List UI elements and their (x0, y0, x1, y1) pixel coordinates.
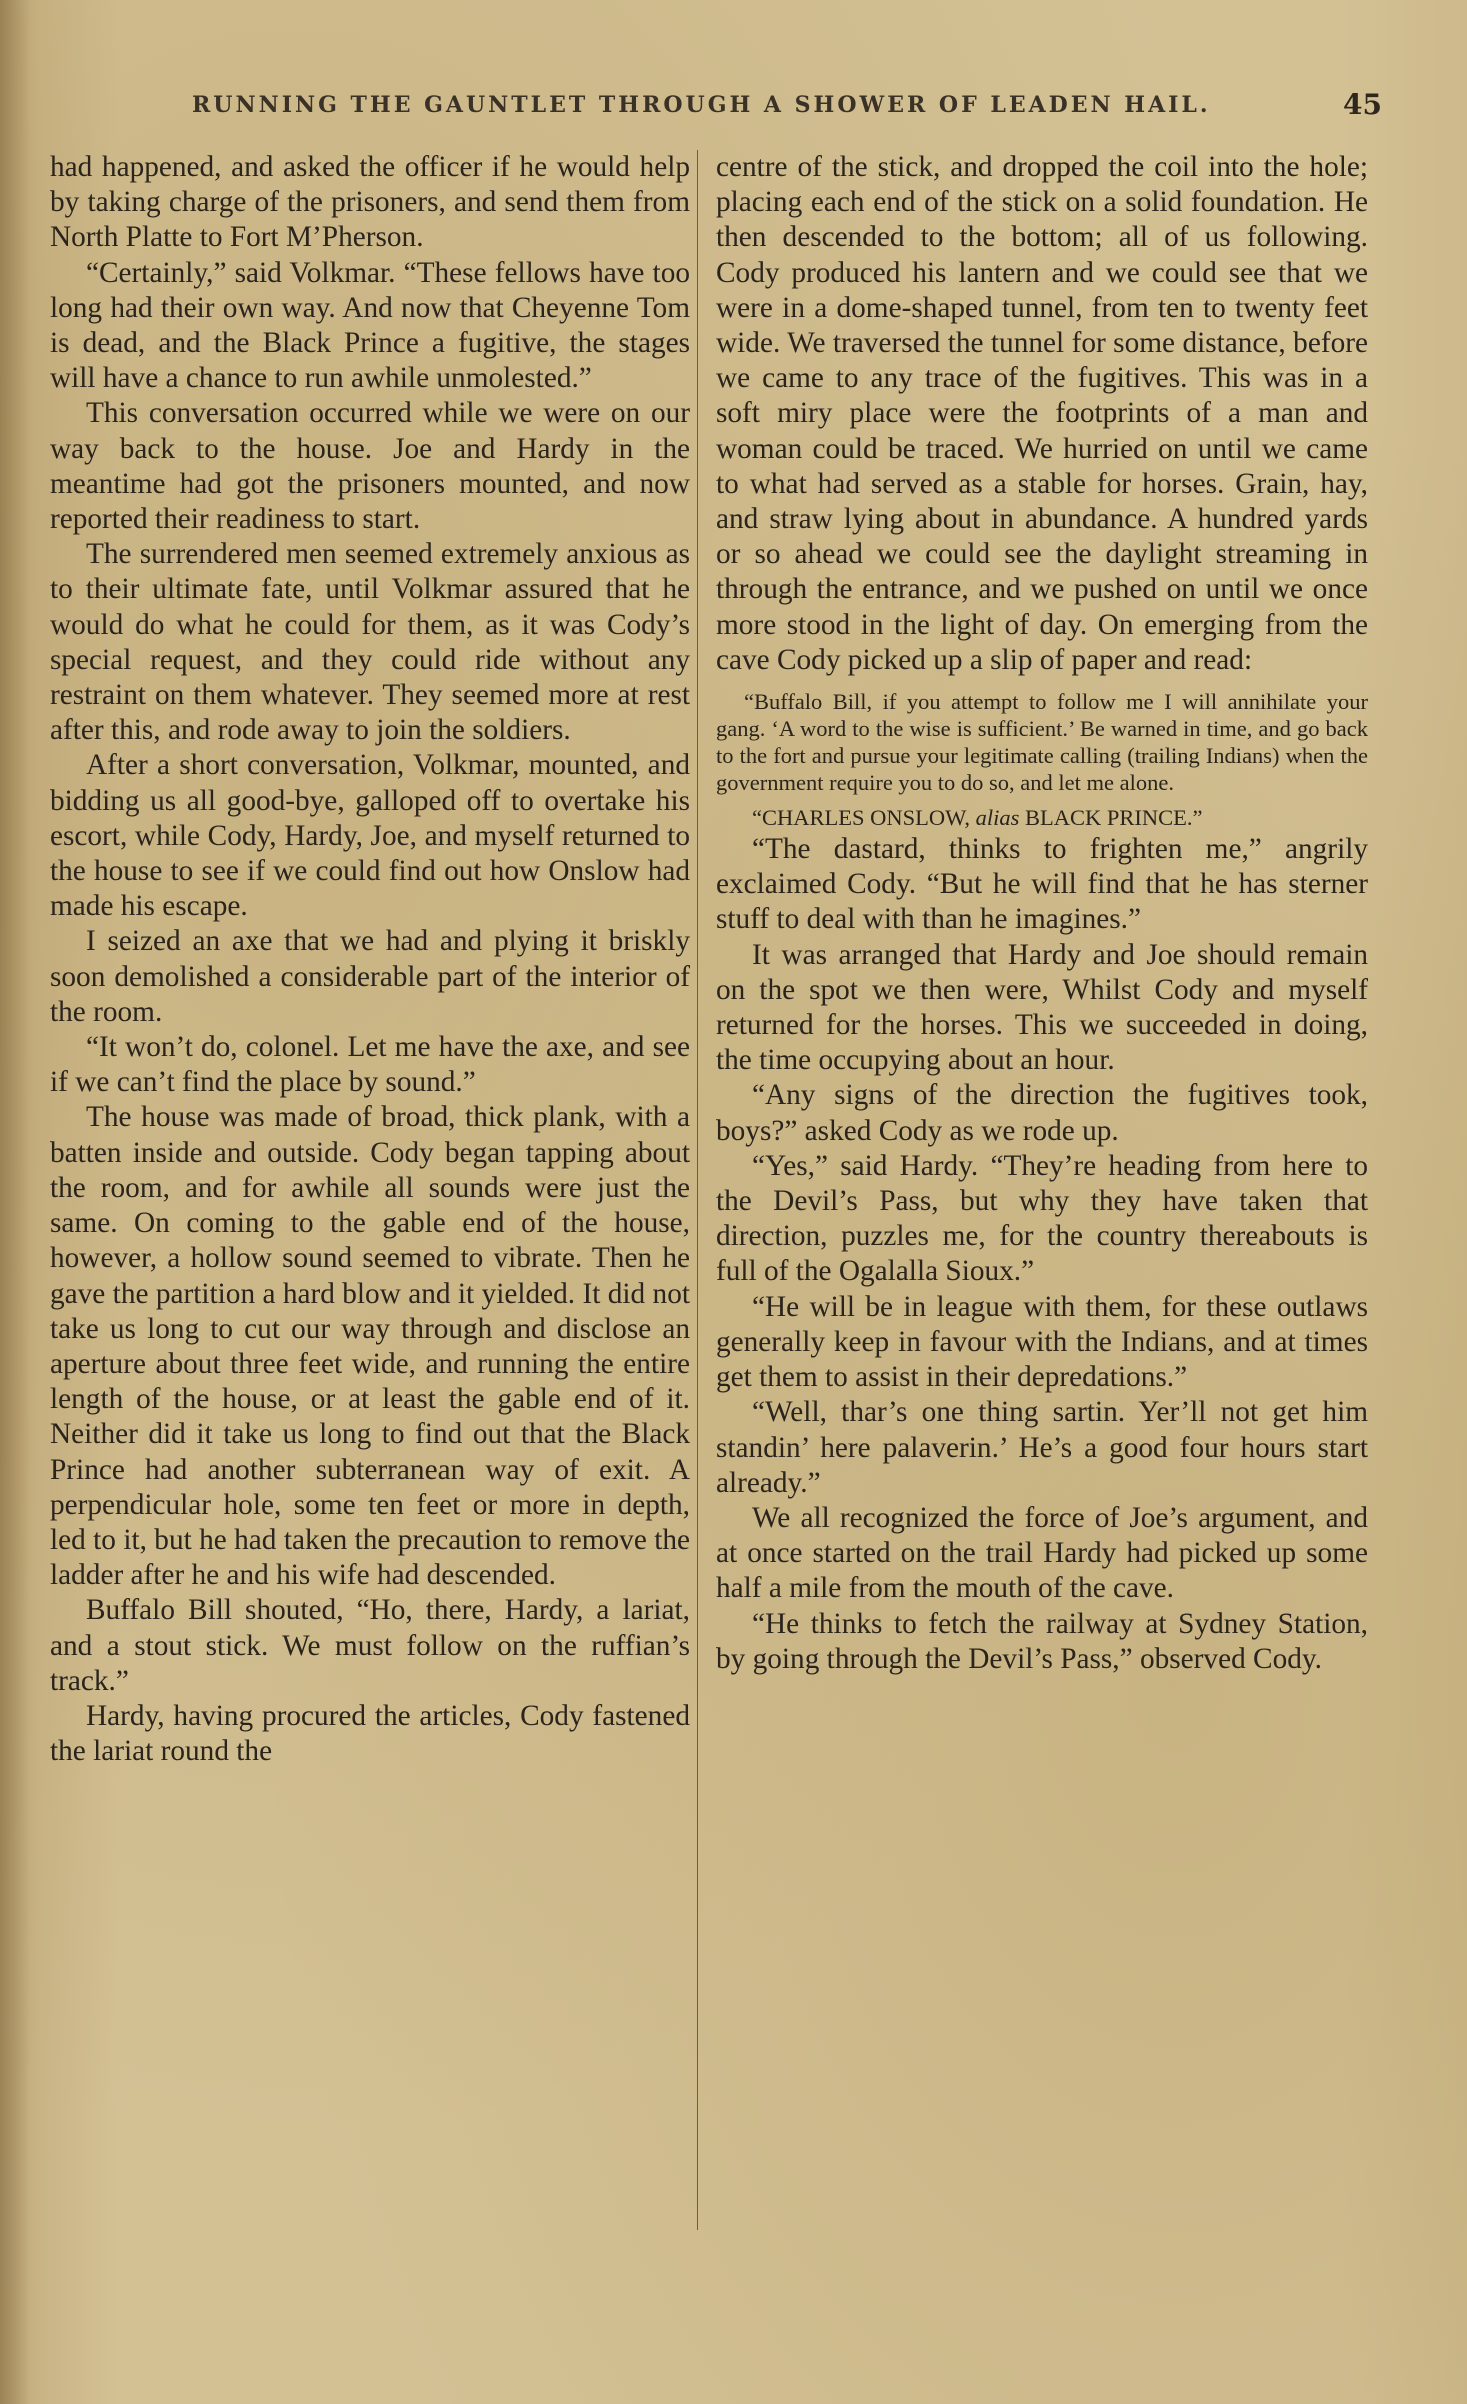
paragraph: “Certainly,” said Volkmar. “These fellows have too long had their own way. And now that Cheyenne Tom is dead, and the Black Prince a fugitive, the stages will have a chance to run awhile unmolested.” (50, 256, 690, 395)
paragraph: This conversation occurred while we were on our way back to the house. Joe and Hardy in the meantime had got the prisoners mounted, and now reported their readiness to start. (50, 397, 690, 536)
signature-alias: alias (975, 805, 1020, 831)
note-signature: “CHARLES ONSLOW, alias BLACK PRINCE.” (752, 805, 1203, 831)
quoted-note (716, 688, 1368, 796)
running-title: RUNNING THE GAUNTLET THROUGH A SHOWER OF LEADEN HAIL. (192, 92, 1211, 118)
paragraph: centre of the stick, and dropped the coil into the hole; placing each end of the stick on a solid foundation. He then descended to the bottom; all of us following. Cody produced his lantern and we could see that we were in a dome-shaped tunnel, from ten to twenty feet wide. We traversed the tunnel for some distance, before we came to any trace of the fugitives. This was in a soft miry place were the footprints of a man and woman could be traced. We hurried on until we came to what had served as a stable for horses. Grain, hay, and straw lying about in abundance. A hundred yards or so ahead we could see the daylight streaming in through the entrance, and we pushed on until we once more stood in the light of day. On emerging from the cave Cody picked up a slip of paper and read: (716, 151, 1368, 676)
paragraph: I seized an axe that we had and plying it briskly soon demolished a considerable part of the interior of the room. (50, 925, 690, 1028)
column-divider (697, 150, 698, 2230)
binding-shadow (0, 0, 30, 2404)
left-column (50, 150, 690, 1769)
paragraph: After a short conversation, Volkmar, mounted, and bidding us all good-bye, galloped off to overtake his escort, while Cody, Hardy, Joe, and myself returned to the house to see if we could find out how Onslow had made his escape. (50, 749, 690, 923)
paragraph: “It won’t do, colonel. Let me have the axe, and see if we can’t find the place by sound.” (50, 1031, 690, 1099)
page-header (52, 82, 1382, 132)
paragraph: “Any signs of the direction the fugitives took, boys?” asked Cody as we rode up. (716, 1079, 1368, 1147)
paragraph: The surrendered men seemed extremely anxious as to their ultimate fate, until Volkmar assured that he would do what he could for them, as it was Cody’s special request, and they could ride without any restraint on them whatever. They seemed more at rest after this, and rode away to join the soldiers. (50, 538, 690, 747)
paragraph: Hardy, having procured the articles, Cody fastened the lariat round the (50, 1699, 690, 1768)
paragraph: “Well, thar’s one thing sartin. Yer’ll not get him standin’ here palaverin.’ He’s a good four hours start already.” (716, 1396, 1368, 1499)
paragraph: Buffalo Bill shouted, “Ho, there, Hardy, a lariat, and a stout stick. We must follow on the ruffian’s track.” (50, 1594, 690, 1697)
paragraph: We all recognized the force of Joe’s argument, and at once started on the trail Hardy had picked up some half a mile from the mouth of the cave. (716, 1501, 1368, 1605)
page-number: 45 (1343, 88, 1382, 121)
signature-title: BLACK PRINCE.” (1024, 805, 1203, 831)
paragraph: “He thinks to fetch the railway at Sydney Station, by going through the Devil’s Pass,” observed Cody. (716, 1607, 1368, 1675)
paragraph: The house was made of broad, thick plank, with a batten inside and outside. Cody began tapping about the room, and for awhile all sounds were just the same. On coming to the gable end of the house, however, a hollow sound seemed to vibrate. Then he gave the partition a hard blow and it yielded. It did not take us long to cut our way through and disclose an aperture about three feet wide, and running the entire length of the house, or at least the gable end of it. Neither did it take us long to find out that the Black Prince had another subterranean way of exit. A perpendicular hole, some ten feet or more in depth, led to it, but he had taken the precaution to remove the ladder after he and his wife had descended. (50, 1101, 690, 1592)
paragraph: “He will be in league with them, for these outlaws generally keep in favour with the Indians, and at times get them to assist in their depredations.” (716, 1290, 1368, 1394)
paragraph: had happened, and asked the officer if he would help by taking charge of the prisoners, and send them from North Platte to Fort M’Pherson. (50, 151, 690, 254)
paragraph: It was arranged that Hardy and Joe should remain on the spot we then were, Whilst Cody and myself returned for the horses. This we succeeded in doing, the time occupying about an hour. (716, 938, 1368, 1077)
signature-name: CHARLES ONSLOW, (762, 805, 970, 831)
paragraph: “The dastard, thinks to frighten me,” angrily exclaimed Cody. “But he will find that he has sterner stuff to deal with than he imagines.” (716, 833, 1368, 936)
paragraph: “Yes,” said Hardy. “They’re heading from here to the Devil’s Pass, but why they have taken that direction, puzzles me, for the country thereabouts is full of the Ogalalla Sioux.” (716, 1149, 1368, 1288)
note-text: “Buffalo Bill, if you attempt to follow me I will annihilate your gang. ‘A word to the wise is sufficient.’ Be warned in time, and go back to the fort and pursue your legitimate calling (trailing Indians) when the government require you to do so, and let me alone. (716, 689, 1368, 796)
right-column (716, 150, 1368, 1677)
